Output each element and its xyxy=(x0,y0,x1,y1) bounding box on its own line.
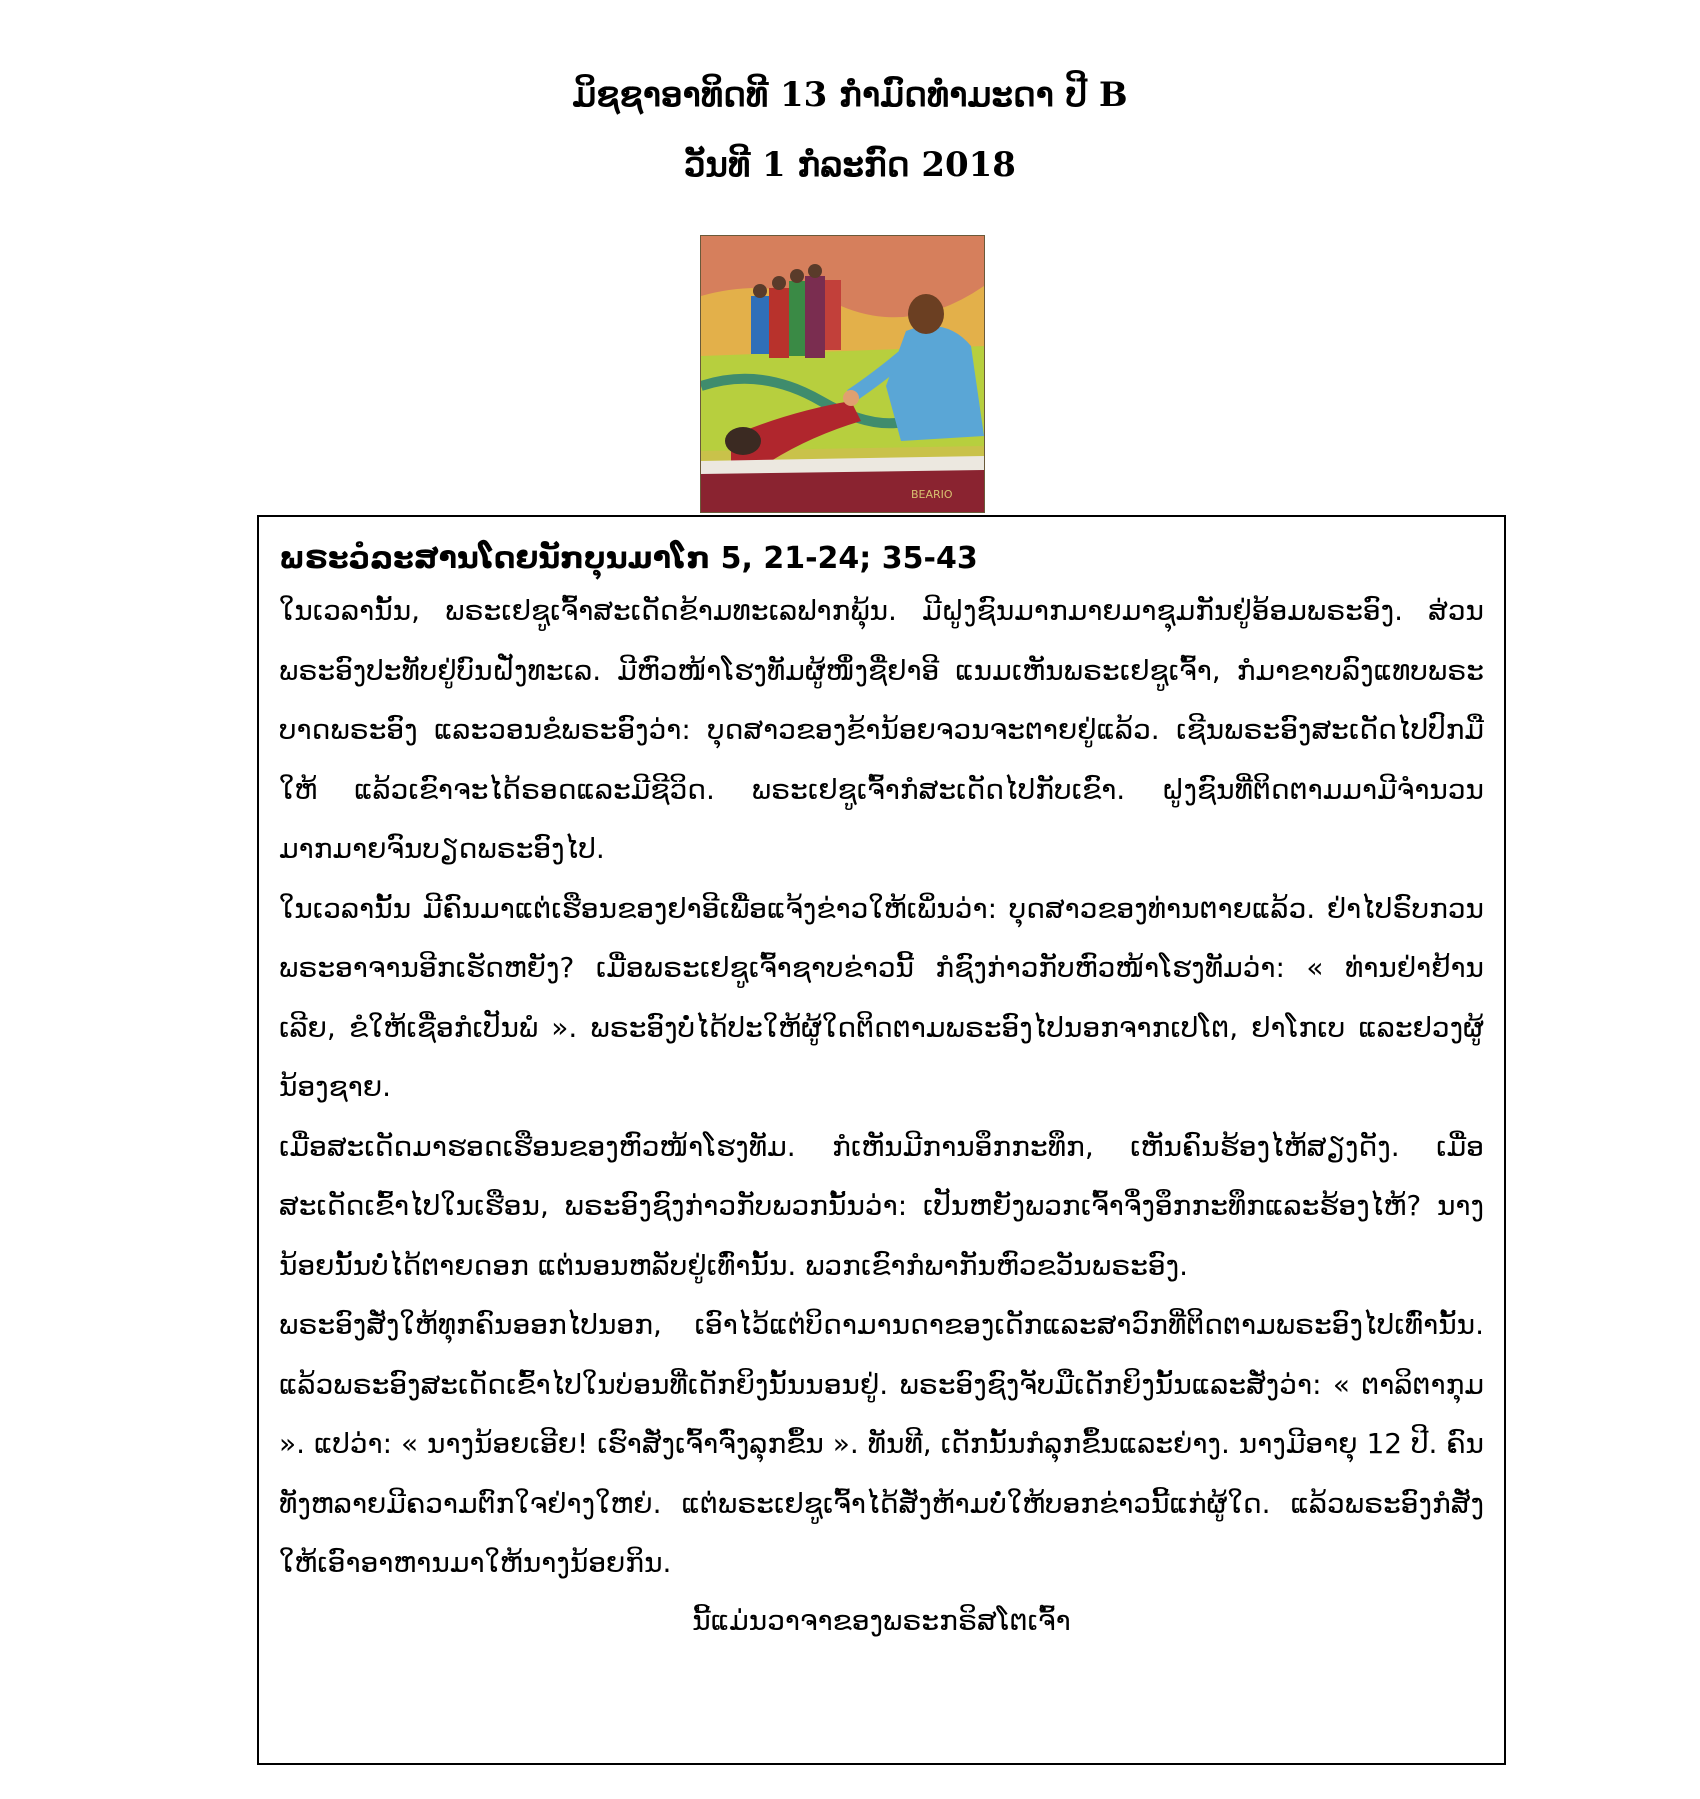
reading-paragraph-1: ໃນເວລານັ້ນ, ພຣະເຢຊູເຈົ້າສະເດັດຂ້າມທະເລຟາກພຸ້ນ. ມີຝູງຊົນມາກມາຍມາຊຸມກັນຢູ່ອ້ອມພຣະອົງ. ສ່ວນພຣະອົງປະທັບຢູ່ບົນຝັ່ງທະເລ. ມີຫົວໜ້າໂຮງທັມຜູ້ໜຶ່ງຊື່ຢາອີ ແນມເຫັນພຣະເຢຊູເຈົ້າ, ກໍມາຂາບລົງແທບພຣະບາດພຣະອົງ ແລະວອນຂໍພຣະອົງວ່າ: ບຸດສາວຂອງຂ້ານ້ອຍຈວນຈະຕາຍຢູ່ແລ້ວ. ເຊີນພຣະອົງສະເດັດໄປປົກມືໃຫ້ ແລ້ວເຂົາຈະໄດ້ຣອດແລະມີຊີວິດ. ພຣະເຢຊູເຈົ້າກໍສະເດັດໄປກັບເຂົາ. ຝູງຊົນທີ່ຕິດຕາມມາມີຈຳນວນມາກມາຍຈົນບຽດພຣະອົງໄປ. xyxy=(279,594,1484,865)
page-title: ມິຊຊາອາທິດທີ 13 ກຳມົດທຳມະດາ ປີ B xyxy=(572,75,1128,115)
girl-head xyxy=(725,427,761,455)
page-date: ວັນທີ 1 ກໍລະກົດ 2018 xyxy=(684,145,1016,185)
figure-head xyxy=(790,269,804,283)
figure-head xyxy=(753,284,767,298)
reading-paragraph-3: ເມື່ອສະເດັດມາຮອດເຮືອນຂອງຫົວໜ້າໂຮງທັມ. ກໍເຫັນມີການອຶກກະທຶກ, ເຫັນຄົນຮ້ອງໄຫ້ສຽງດັງ. ເມື່ອສະເດັດເຂົ້າໄປໃນເຮືອນ, ພຣະອົງຊົງກ່າວກັບພວກນັ້ນວ່າ: ເປັນຫຍັງພວກເຈົ້າຈຶ່ງອຶກກະທຶກແລະຮ້ອງໄຫ້? ນາງນ້ອຍນັ້ນບໍ່ໄດ້ຕາຍດອກ ແຕ່ນອນຫລັບຢູ່ເທົ່ານັ້ນ. ພວກເຂົາກໍພາກັນຫົວຂວັນພຣະອົງ. xyxy=(279,1129,1484,1282)
figure-head xyxy=(772,276,786,290)
reading-paragraph-2: ໃນເວລານັ້ນ ມີຄົນມາແຕ່ເຮືອນຂອງຢາອີເພື່ອແຈ້ງຂ່າວໃຫ້ເພິ່ນວ່າ: ບຸດສາວຂອງທ່ານຕາຍແລ້ວ. ຢ່າໄປຣົບກວນພຣະອາຈານອີກເຮັດຫຍັງ? ເມື່ອພຣະເຢຊູເຈົ້າຊາບຂ່າວນີ້ ກໍຊົງກ່າວກັບຫົວໜ້າໂຮງທັມວ່າ: « ທ່ານຢ່າຢ້ານເລີຍ, ຂໍໃຫ້ເຊື່ອກໍເປັນພໍ ». ພຣະອົງບໍ່ໄດ້ປະໃຫ້ຜູ້ໃດຕິດຕາມພຣະອົງໄປນອກຈາກເປໂຕ, ຢາໂກເບ ແລະຢວງຜູ້ນ້ອງຊາຍ. xyxy=(279,891,1484,1103)
figure-red-2 xyxy=(825,280,841,350)
painting-signature: BEARIO xyxy=(911,488,953,501)
joined-hands xyxy=(843,390,859,406)
figure-purple xyxy=(805,276,825,358)
jesus-head xyxy=(908,294,944,334)
reading-heading: ພຣະວໍລະສານໂດຍນັກບຸນມາໂກ 5, 21-24; 35-43 xyxy=(279,541,978,576)
painting-image xyxy=(701,236,984,512)
figure-red xyxy=(769,288,789,358)
gospel-reading-box xyxy=(257,515,1506,1765)
page-header xyxy=(0,60,1700,200)
reading-paragraph-4: ພຣະອົງສັ່ງໃຫ້ທຸກຄົນອອກໄປນອກ, ເອົາໄວ້ແຕ່ບິດາມານດາຂອງເດັກແລະສາວົກທີ່ຕິດຕາມພຣະອົງໄປເທົ່ານັ້ນ. ແລ້ວພຣະອົງສະເດັດເຂົ້າໄປໃນບ່ອນທີ່ເດັກຍິງນັ້ນນອນຢູ່. ພຣະອົງຊົງຈັບມືເດັກຍິງນັ້ນແລະສັ່ງວ່າ: « ຕາລິຕາກຸມ ». ແປວ່າ: « ນາງນ້ອຍເອີຍ! ເຮົາສັ່ງເຈົ້າຈົ່ງລຸກຂຶ້ນ ». ທັນທີ, ເດັກນັ້ນກໍລຸກຂຶ້ນແລະຍ່າງ. ນາງມີອາຍຸ 12 ປີ. ຄົນທັງຫລາຍມີຄວາມຕົກໃຈຢ່າງໃຫຍ່. ແຕ່ພຣະເຢຊູເຈົ້າໄດ້ສັ່ງຫ້າມບໍ່ໃຫ້ບອກຂ່າວນີ້ແກ່ຜູ້ໃດ. ແລ້ວພຣະອົງກໍສັ່ງໃຫ້ເອົາອາຫານມາໃຫ້ນາງນ້ອຍກິນ. xyxy=(279,1308,1484,1579)
figure-green xyxy=(789,281,805,356)
figure-blue xyxy=(751,296,769,354)
figure-head xyxy=(808,264,822,278)
reading-closing: ນີ້ແມ່ນວາຈາຂອງພຣະກຣິສໂຕເຈົ້າ xyxy=(692,1603,1071,1637)
gospel-painting xyxy=(700,235,985,513)
